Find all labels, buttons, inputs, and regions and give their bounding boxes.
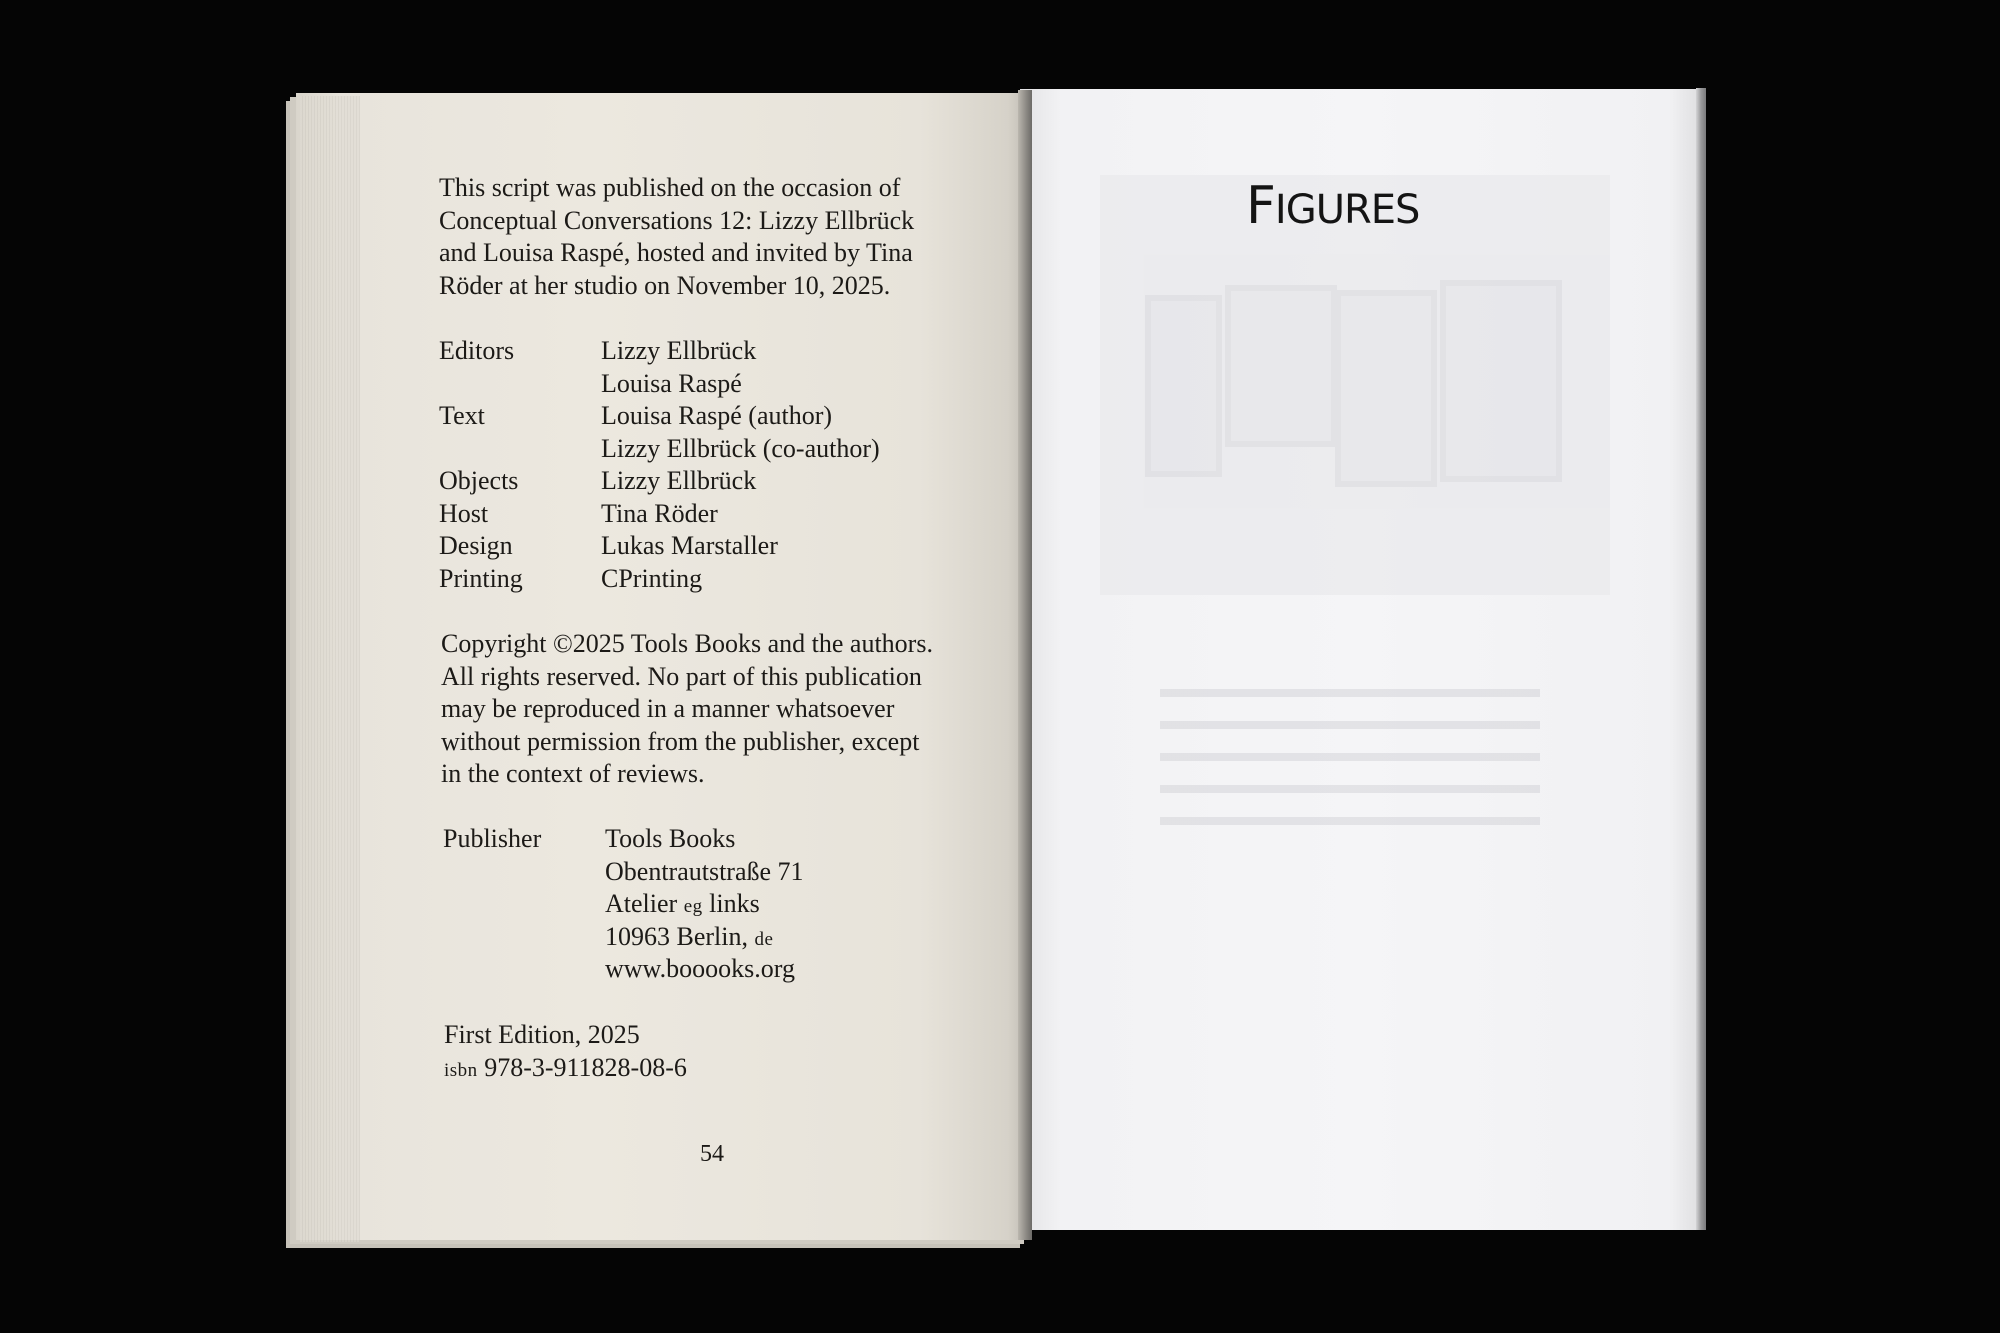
intro-line: Conceptual Conversations 12: Lizzy Ellbrück bbox=[439, 205, 915, 235]
show-through-figure bbox=[1100, 175, 1610, 595]
credit-value: Louisa Raspé bbox=[601, 368, 742, 398]
credit-label: Host bbox=[439, 498, 489, 528]
intro-line: This script was published on the occasion of bbox=[439, 173, 901, 202]
credit-value: CPrinting bbox=[601, 563, 703, 593]
credit-row-objects bbox=[439, 465, 939, 498]
figures-title bbox=[1246, 176, 1419, 236]
credit-label: Objects bbox=[439, 466, 519, 495]
copyright-line: All rights reserved. No part of this publication bbox=[441, 661, 922, 691]
credits-list bbox=[439, 335, 939, 595]
copyright-line: may be reproduced in a manner whatsoever bbox=[441, 694, 895, 723]
publisher-url-row bbox=[443, 953, 943, 986]
credit-value: Lizzy Ellbrück (co-author) bbox=[601, 433, 880, 463]
credit-label: Printing bbox=[439, 563, 523, 593]
intro-line: Röder at her studio on November 10, 2025. bbox=[439, 270, 891, 300]
publisher-street: Obentrautstraße 71 bbox=[605, 856, 804, 886]
credit-row-design bbox=[439, 530, 939, 563]
credit-row-editors-2 bbox=[439, 368, 939, 401]
credit-value: Louisa Raspé (author) bbox=[601, 401, 833, 430]
credit-label: Editors bbox=[439, 336, 515, 365]
credit-row-printing bbox=[439, 563, 939, 596]
atelier-smallcaps: eg bbox=[683, 896, 703, 917]
atelier-prefix: Atelier bbox=[605, 889, 684, 918]
city-prefix: 10963 Berlin, bbox=[605, 921, 755, 951]
publisher-street-row bbox=[443, 856, 943, 889]
copyright-line: without permission from the publisher, except bbox=[441, 726, 920, 756]
copyright-line: in the context of reviews. bbox=[441, 759, 705, 788]
isbn-line bbox=[444, 1052, 687, 1085]
credit-value: Lizzy Ellbrück bbox=[601, 466, 757, 495]
city-country-code: de bbox=[754, 928, 774, 950]
page-number: 54 bbox=[700, 1141, 724, 1167]
title-initial: F bbox=[1246, 176, 1275, 236]
left-page-edge bbox=[300, 96, 360, 1242]
edition-block bbox=[444, 1019, 687, 1084]
credit-row-host bbox=[439, 498, 939, 531]
credit-row-editors bbox=[439, 335, 939, 368]
publisher-name: Tools Books bbox=[605, 824, 736, 853]
isbn-number: 978-3-911828-08-6 bbox=[484, 1052, 687, 1082]
publisher-city-row bbox=[443, 921, 943, 954]
copyright-line: Copyright ©2025 Tools Books and the authors. bbox=[441, 629, 933, 658]
right-page-edge bbox=[1696, 88, 1706, 1230]
copyright-paragraph bbox=[441, 628, 933, 791]
publisher-label: Publisher bbox=[443, 824, 542, 853]
publisher-url: www.booooks.org bbox=[605, 954, 795, 983]
publisher-city bbox=[605, 921, 773, 957]
credit-row-text-2 bbox=[439, 433, 939, 466]
edition-line: First Edition, 2025 bbox=[444, 1020, 640, 1049]
show-through-caption bbox=[1160, 675, 1540, 845]
credit-label: Text bbox=[439, 401, 485, 430]
credit-row-text bbox=[439, 400, 939, 433]
credit-value: Lizzy Ellbrück bbox=[601, 336, 757, 365]
isbn-label: isbn bbox=[444, 1059, 478, 1081]
credit-value: Lukas Marstaller bbox=[601, 531, 778, 560]
intro-line: and Louisa Raspé, hosted and invited by Tina bbox=[439, 238, 913, 267]
publisher-atelier-row bbox=[443, 888, 943, 921]
book-gutter bbox=[1018, 90, 1032, 1240]
publisher-atelier bbox=[605, 888, 760, 924]
title-rest: IGURES bbox=[1274, 187, 1420, 233]
credit-label: Design bbox=[439, 531, 513, 560]
atelier-suffix: links bbox=[702, 889, 760, 918]
publisher-block bbox=[443, 823, 943, 986]
credit-value: Tina Röder bbox=[601, 498, 718, 528]
intro-paragraph bbox=[439, 172, 914, 302]
publisher-row bbox=[443, 823, 943, 856]
